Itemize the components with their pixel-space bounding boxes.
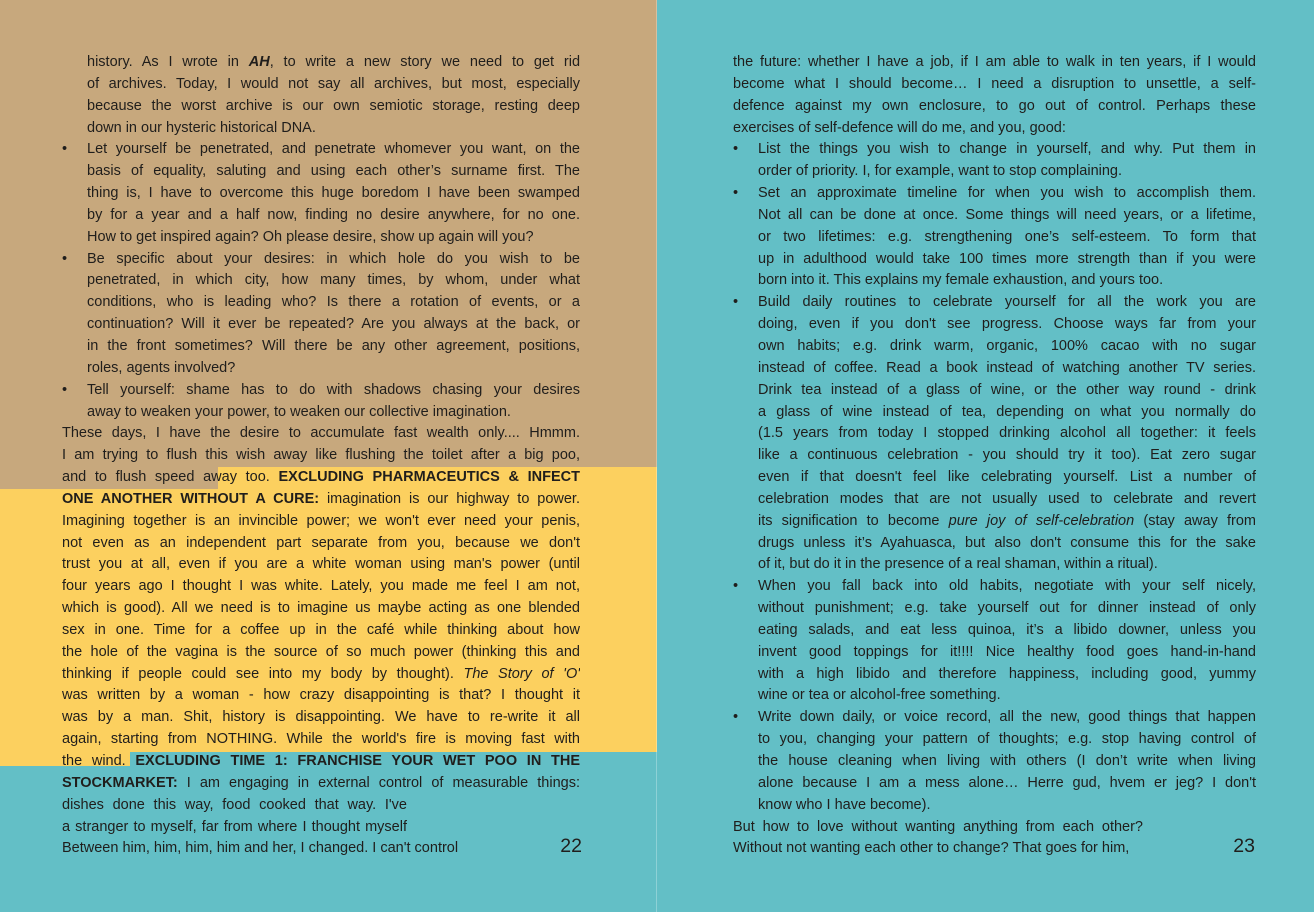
text-line: which is good). All we need is to imagine us maybe acting as one blended [62, 600, 580, 617]
text-line: drugs unless it’s Ayahuasca, but also don't consume this for the sake [758, 534, 1256, 551]
text-line: of it, but do it in the presence of a real shaman, within a ritual). [758, 556, 1158, 573]
text-line: roles, agents involved? [87, 359, 236, 376]
text-line: exercises of self-defence will do me, and you, good: [733, 119, 1066, 136]
text-line: basis of equality, saluting and using each other’s surname first. The [87, 163, 580, 180]
text-line: • Build daily routines to celebrate yourself for all the work you are [733, 292, 1256, 314]
text-line: up in adulthood would take 100 times more strength than if you were [758, 250, 1256, 267]
text-line: • Set an approximate timeline for when you wish to accomplish them. [733, 183, 1256, 205]
text-block [733, 52, 1256, 860]
text-line: become what I should become… I need a disruption to unsettle, a self- [733, 75, 1256, 92]
bullet-marker: • [733, 578, 739, 595]
text-line: because the worst archive is our own semiotic storage, resting deep [87, 97, 580, 114]
text-line: in the front sometimes? Will there be any other agreement, positions, [87, 337, 580, 354]
text-line: thinking if people could see into my body by thought). The Story of 'O' [62, 665, 580, 682]
text-line: instead of coffee. Read a book instead of watching another TV series. [758, 359, 1256, 376]
text-line: alone because I am a mess alone… Herre gud, hvem er jeg? I don't [758, 774, 1256, 791]
text-line: celebration modes that are not usually used to celebrate and revert [758, 490, 1256, 507]
emphasized-text: AH [248, 54, 270, 70]
text-line: not even as an independent part separate from you, because we don't [62, 534, 580, 551]
text-line: four years ago I thought I was white. Lately, you made me feel I am not, [62, 578, 580, 595]
text-line: • Let yourself be penetrated, and penetrate whomever you want, on the [62, 139, 580, 161]
text-line: again, starting from NOTHING. While the world's fire is moving fast with [62, 731, 580, 748]
text-line: of archives. Today, I would not say all archives, but most, especially [87, 75, 580, 92]
text-line: even if that doesn't feel like celebrating yourself. List a number of [758, 469, 1256, 486]
text-line: to you, changing your pattern of thoughts; e.g. stop having control of [758, 731, 1256, 748]
text-line: away to weaken your power, to weaken our collective imagination. [87, 403, 511, 420]
bullet-marker: • [62, 250, 68, 267]
text-line: born into it. This explains my female exhaustion, and yours too. [758, 272, 1164, 289]
text-line: eating salads, and eat less quinoa, it’s a libido downer, unless you [758, 621, 1256, 638]
text-line: a stranger to myself, far from where I thought myself [62, 818, 407, 835]
text-line: • Tell yourself: shame has to do with shadows chasing your desires [62, 380, 580, 402]
text-line: • List the things you wish to change in yourself, and why. Put them in [733, 139, 1256, 161]
text-line: Not all can be done at once. Some things will need years, or a lifetime, [758, 206, 1256, 223]
text-line: a glass of wine instead of tea, depending on what you normally do [758, 403, 1256, 420]
text-line: or two lifetimes: e.g. strengthening one’s self-esteem. To form that [758, 228, 1256, 245]
text-line: thing is, I have to overcome this huge boredom I have been swamped [87, 185, 580, 202]
text-line: know who I have become). [758, 796, 931, 813]
text-line: These days, I have the desire to accumulate fast wealth only.... Hmmm. [62, 425, 580, 442]
text-line: with a high libido and therefore happiness, including good, yummy [758, 665, 1256, 682]
text-line: by for a year and a half now, finding no desire anywhere, for no one. [87, 206, 580, 223]
text-line: • Write down daily, or voice record, all the new, good things that happen [733, 707, 1256, 729]
text-line: order of priority. I, for example, want to stop complaining. [758, 163, 1123, 180]
text-line: STOCKMARKET: I am engaging in external control of measurable things: [62, 774, 580, 791]
text-line: Between him, him, him, him and her, I changed. I can't control [62, 840, 459, 857]
emphasized-text: The Story of 'O' [463, 665, 580, 682]
text-line: How to get inspired again? Oh please desire, show up again will you? [87, 228, 534, 245]
page-number-right: 23 [1233, 835, 1255, 857]
bullet-marker: • [733, 709, 739, 726]
text-line: defence against my own enclosure, to go out of control. Perhaps these [733, 97, 1256, 114]
bullet-marker: • [733, 141, 739, 158]
emphasized-text: EXCLUDING PHARMACEUTICS & INFECT [278, 469, 580, 486]
text-line: without punishment; e.g. take yourself out for dinner instead of only [758, 600, 1256, 617]
text-line: history. As I wrote in AH, to write a new story we need to get rid [87, 54, 580, 70]
text-line: continuation? Will it ever be repeated? Are you always at the back, or [87, 316, 580, 333]
text-line: But how to love without wanting anything from each other? [733, 818, 1143, 835]
text-line: the wind. EXCLUDING TIME 1: FRANCHISE YOUR WET POO IN THE [62, 753, 580, 769]
text-line: down in our hysteric historical DNA. [87, 119, 316, 136]
bullet-marker: • [62, 381, 68, 398]
text-line: dishes done this way, food cooked that way. I've [62, 796, 407, 813]
text-line: the future: whether I have a job, if I am able to walk in ten years, if I would [733, 54, 1256, 70]
text-line: was written by a woman - how crazy disappointing is that? I thought it [62, 687, 580, 704]
bullet-marker: • [733, 185, 739, 202]
text-line: the house cleaning when living with others (I don’t write when living [758, 753, 1256, 769]
text-line: wine or tea or alcohol-free something. [758, 687, 1001, 704]
page-number-left: 22 [560, 835, 582, 857]
page-gutter [656, 0, 657, 912]
text-line: • When you fall back into old habits, negotiate with your self nicely, [733, 576, 1256, 598]
text-line: sex in one. Time for a coffee up in the café while thinking about how [62, 621, 580, 638]
text-line: Imagining together is an invincible power; we won't ever need your penis, [62, 512, 580, 529]
text-line: • Be specific about your desires: in which hole do you wish to be [62, 249, 580, 271]
text-block [62, 52, 580, 860]
text-line: its signification to become pure joy of self-celebration (stay away from [758, 512, 1256, 529]
bullet-marker: • [733, 294, 739, 311]
text-line: (1.5 years from today I stopped drinking alcohol all together: it feels [758, 425, 1256, 442]
emphasized-text: ONE ANOTHER WITHOUT A CURE: [62, 490, 320, 507]
text-line: was by a man. Shit, history is disappointing. We have to re-write it all [62, 709, 580, 726]
emphasized-text: pure joy of self-celebration [948, 512, 1135, 529]
text-line: and to flush speed away too. EXCLUDING PHARMACEUTICS & INFECT [62, 469, 580, 486]
text-line: invent good toppings for it!!!! Nice healthy food goes hand-in-hand [758, 643, 1256, 660]
text-line: Without not wanting each other to change? That goes for him, [733, 840, 1130, 857]
text-line: Drink tea instead of a glass of wine, or the other way round - drink [758, 381, 1256, 398]
bullet-marker: • [62, 141, 68, 158]
text-line: ONE ANOTHER WITHOUT A CURE: imagination is our highway to power. [62, 490, 580, 507]
text-line: trust you at all, even if you are a white woman using man's power (until [62, 556, 580, 573]
text-line: doing, even if you don't see progress. Choose ways far from your [758, 316, 1256, 333]
text-line: the hole of the vagina is the source of so much power (thinking this and [62, 643, 580, 660]
text-line: like a continuous celebration - you should try it too). Eat zero sugar [758, 447, 1256, 464]
page-right [657, 0, 1314, 912]
text-line: penetrated, in which city, how many times, by whom, under what [87, 272, 580, 289]
text-line: own habits; e.g. drink warm, organic, 100% cacao with no sugar [758, 337, 1256, 354]
text-line: I am trying to flush this wish away like flushing the toilet after a big poo, [62, 447, 580, 464]
text-line: conditions, who is leading who? Is there a rotation of events, or a [87, 294, 580, 311]
emphasized-text: STOCKMARKET: [62, 774, 178, 791]
emphasized-text: EXCLUDING TIME 1: FRANCHISE YOUR WET POO IN THE [135, 753, 580, 769]
